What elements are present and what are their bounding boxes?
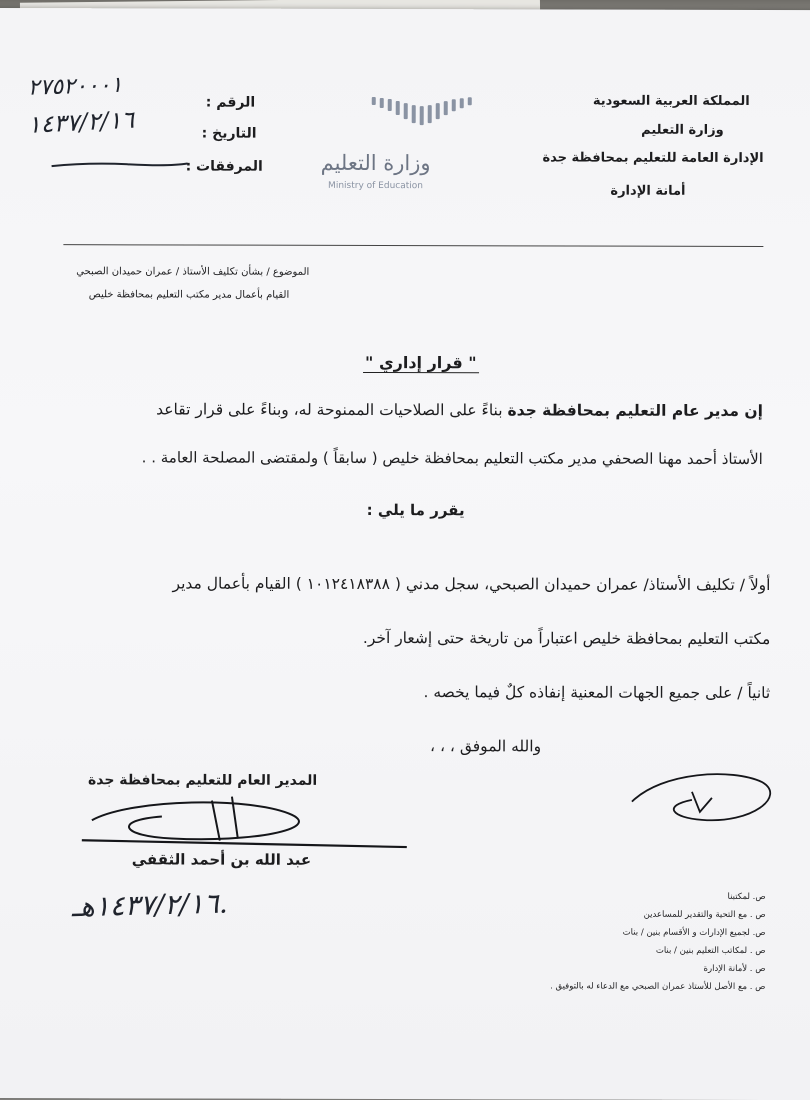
org-line-directorate: الإدارة العامة للتعليم بمحافظة جدة (542, 150, 764, 167)
signatory-name: عبد الله بن أحمد الثقفي (131, 850, 312, 869)
signature-handwritten-date: ١٤٣٧/٢/١٦هـ. (71, 886, 229, 924)
handwritten-number: ٢٧٥٢٠٠٠١ (27, 72, 123, 101)
date-label: التاريخ : (201, 125, 257, 142)
logo-english-text: Ministry of Education (328, 180, 424, 192)
signatory-title: المدير العام للتعليم بمحافظة جدة (87, 772, 318, 789)
number-label: الرقم : (205, 94, 256, 111)
item-1-line-1: أولاً / تكليف الأستاذ/ عمران حميدان الصبحي، سجل مدني ( ١٠١٢٤١٨٣٨٨ ) القيام بأعمال مدير (172, 574, 771, 595)
paragraph-preamble-1 (156, 400, 763, 420)
cc-list (505, 891, 765, 992)
org-line-kingdom: المملكة العربية السعودية (592, 93, 750, 109)
handwritten-date: ١٤٣٧/٢/١٦ (27, 105, 135, 139)
cc-item: ص . مع الأصل للأستاذ عمران الصبحي مع الدعاء له بالتوفيق . (550, 981, 766, 993)
attachments-dash (50, 158, 190, 172)
attachments-label: المرفقات : (185, 158, 263, 175)
ministry-logo (311, 93, 491, 203)
cc-item: ص . مع التحية والتقدير للمساعدين (643, 909, 766, 921)
preamble-rest-text: بناءً على الصلاحيات الممنوحة له، وبناءً على قرار تقاعد (156, 400, 508, 420)
decision-title (363, 353, 479, 373)
preamble-bold-text: إن مدير عام التعليم بمحافظة جدة (507, 401, 763, 421)
logo-arabic-text: وزارة التعليم (320, 150, 431, 176)
cc-item: ص . لأمانة الإدارة (703, 963, 766, 975)
organization-header (504, 93, 764, 199)
header-divider (63, 244, 763, 247)
org-line-secretariat: أمانة الإدارة (610, 183, 686, 199)
cc-item: ص. لمكتبنا (727, 891, 766, 903)
item-1-line-2: مكتب التعليم بمحافظة خليص اعتباراً من تاريخة حتى إشعار آخر. (362, 628, 771, 649)
decision-title-text: " قرار إداري " (363, 353, 479, 373)
cc-item: ص . لمكاتب التعليم بنين / بنات (655, 945, 766, 957)
cc-item: ص. لجميع الإدارات و الأقسام بنين / بنات (622, 927, 766, 939)
logo-dots-icon (370, 93, 480, 143)
subject-line-2: القيام بأعمال مدير مكتب التعليم بمحافظة خليص (88, 289, 290, 301)
initials-scribble (622, 762, 792, 842)
closing-line: والله الموفق ، ، ، (430, 737, 542, 756)
decides-heading: يقرر ما يلي : (366, 500, 465, 520)
paragraph-preamble-2: الأستاذ أحمد مهنا الصحفي مدير مكتب التعليم بمحافظة خليص ( سابقاً ) ولمقتضى المصلحة العامة . . (141, 448, 763, 469)
item-2: ثانياً / على جميع الجهات المعنية إنفاذه كلٌ فيما يخصه . (423, 683, 771, 703)
subject-line-1: الموضوع / بشأن تكليف الأستاذ / عمران حميدان الصبحي (76, 266, 310, 278)
document-page (0, 8, 810, 1100)
org-line-ministry: وزارة التعليم (641, 122, 724, 138)
